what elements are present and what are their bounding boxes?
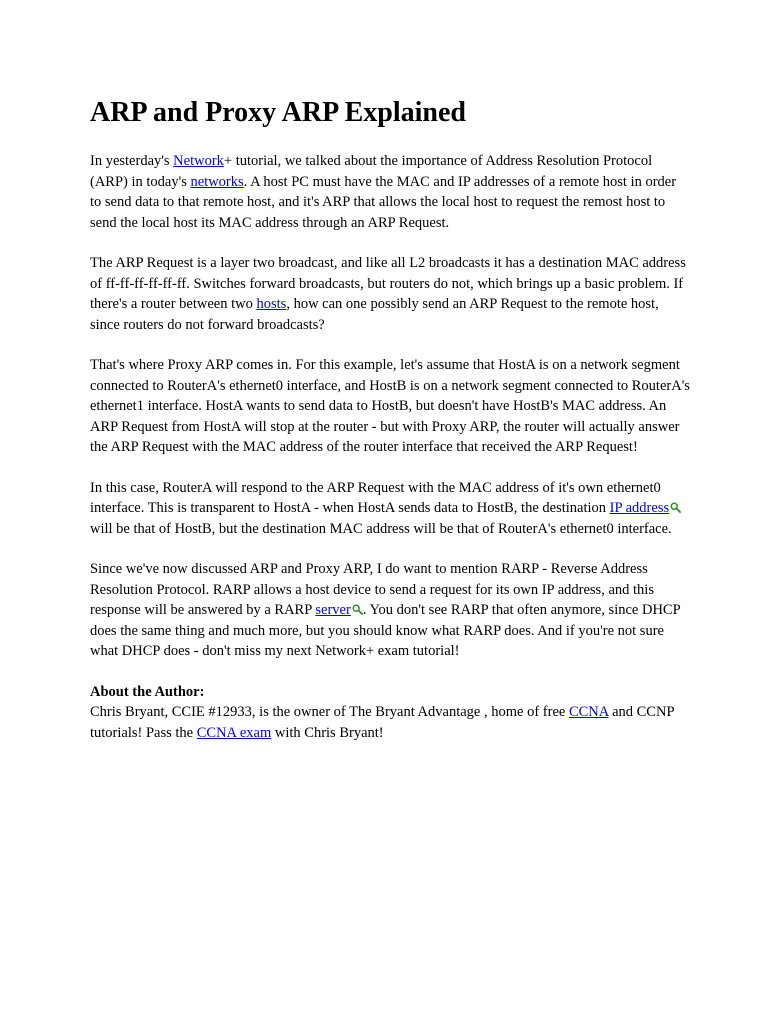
router-text-1: In this case, RouterA will respond to the ARP Request with the MAC address of it's own ethernet0 interface. This is transparent to HostA - when HostA sends data to HostB, the destination [90, 479, 661, 516]
paragraph-broadcast [90, 253, 690, 335]
broadcast-text-1: The ARP Request is a layer two broadcast, and like all L2 broadcasts it has a destination MAC address of ff-ff-ff-ff-ff-ff. Switches forward broadcasts, but routers do not, which brings up a basic problem. If there's a router between two [90, 255, 686, 312]
router-text-2: will be that of HostB, but the destination MAC address will be that of RouterA's ethernet0 interface. [90, 520, 672, 537]
paragraph-router-response [90, 478, 690, 540]
paragraph-rarp [90, 559, 690, 662]
intro-text-3: . A host PC must have the MAC and IP addresses of a remote host in order to send data to that remote host, and it's ARP that allows the local host to request the remost host to send the local host its MAC address through an ARP Request. [90, 173, 677, 231]
link-ccna[interactable]: CCNA [568, 704, 609, 720]
link-ccna-exam[interactable]: CCNA exam [196, 724, 272, 741]
paragraph-intro [90, 151, 690, 233]
magnifier-icon[interactable] [670, 502, 681, 513]
rarp-text-2: . You don't see RARP that often anymore, since DHCP does the same thing and much more, but you should know what RARP does. And if you're not sure what DHCP does - don't miss my next Network+ exam tutorial! [90, 602, 681, 659]
link-ip-address[interactable]: IP address [609, 500, 670, 516]
intro-text-2: + tutorial, we talked about the importance of Address Resolution Protocol (ARP) in today's [90, 153, 653, 190]
author-text-1: Chris Bryant, CCIE #12933, is the owner of The Bryant Advantage , home of free [90, 704, 569, 720]
author-heading: About the Author: [90, 683, 205, 700]
link-networks[interactable]: networks [190, 173, 244, 190]
author-text-3: with Chris Bryant! [271, 724, 384, 741]
rarp-text-1: Since we've now discussed ARP and Proxy ARP, I do want to mention RARP - Reverse Address Resolution Protocol. RARP allows a host device to send a request for its own IP address, and this response will be answered by a RARP [90, 561, 654, 618]
broadcast-text-2: , how can one possibly send an ARP Request to the remote host, since routers do not forward broadcasts? [90, 296, 659, 333]
magnifier-icon[interactable] [352, 604, 363, 615]
author-text-2: and CCNP tutorials! Pass the [90, 704, 674, 741]
article-title: ARP and Proxy ARP Explained [90, 97, 467, 128]
link-server[interactable]: server [315, 602, 351, 618]
author-bio [90, 702, 690, 743]
link-network[interactable]: Network [173, 153, 224, 169]
paragraph-proxy-arp: That's where Proxy ARP comes in. For this example, let's assume that HostA is on a network segment connected to RouterA's ethernet0 interface, and HostB is on a network segment connected to RouterA's ethernet1 interface. HostA wants to send data to HostB, but doesn't have HostB's MAC address. An ARP Request from HostA will stop at the router - but with Proxy ARP, the router will actually answer the ARP Request with the MAC address of the router interface that received the ARP Request! [90, 357, 690, 455]
intro-text-1: In yesterday's [90, 153, 174, 169]
article [90, 94, 690, 743]
link-hosts[interactable]: hosts [256, 296, 287, 312]
